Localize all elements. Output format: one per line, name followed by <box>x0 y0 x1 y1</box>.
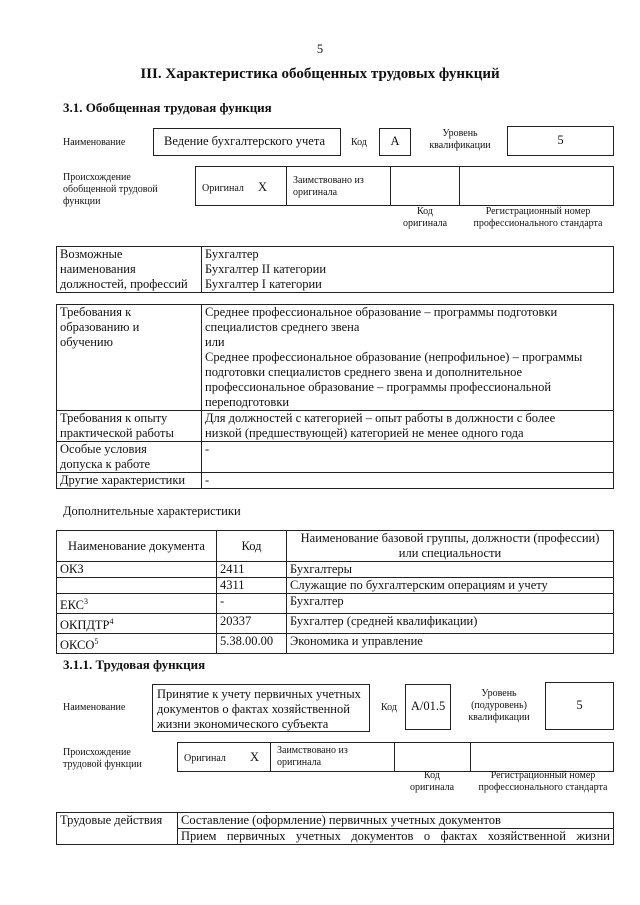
tf-origin-label <box>63 747 142 771</box>
doc-name: ЕКС <box>60 598 84 613</box>
req-value-line: переподготовки <box>205 395 290 409</box>
footnote-ref: 4 <box>109 617 114 627</box>
tf-name-label: Наименование <box>63 702 126 713</box>
gtf-origin-box <box>195 166 614 206</box>
tf-reg-caption <box>472 770 614 794</box>
gtf-origin-label-line2: обобщенной трудовой <box>63 184 158 195</box>
req-special-label <box>57 442 202 473</box>
gtf-level-label <box>418 128 502 152</box>
tf-borrowed-line1: Заимствовано из <box>277 745 348 756</box>
header-name <box>287 531 614 562</box>
code-cell: 5.38.00.00 <box>217 634 287 654</box>
tf-name-line: жизни экономического субъекта <box>157 717 329 731</box>
divider <box>470 743 471 771</box>
gtf-code-orig-line1: Код <box>417 206 433 217</box>
divider <box>270 743 271 771</box>
req-label-line: обучению <box>60 335 113 349</box>
tf-borrowed-label <box>277 745 348 769</box>
req-value-line: подготовки специалистов среднего звена и дополнительное <box>205 365 523 379</box>
name-cell: Бухгалтеры <box>287 562 614 578</box>
tf-code-box <box>405 684 451 730</box>
gtf-original-label: Оригинал <box>202 183 244 194</box>
gtf-level-value: 5 <box>557 133 564 147</box>
table-row <box>57 594 614 614</box>
tf-name-box <box>152 684 370 732</box>
tf-level-box <box>545 682 614 730</box>
gtf-reg-line1: Регистрационный номер <box>485 206 591 217</box>
table-header-row <box>57 531 614 562</box>
table-row <box>57 305 614 411</box>
header-code: Код <box>217 531 287 562</box>
positions-values <box>202 247 614 293</box>
tf-code-orig-line2: оригинала <box>409 782 455 793</box>
doc-cell <box>57 562 217 578</box>
tf-origin-line2: трудовой функции <box>63 759 142 770</box>
doc-cell <box>57 594 217 614</box>
gtf-code-value: A <box>390 134 400 148</box>
req-label-line: Требования к опыту <box>60 411 168 425</box>
gtf-borrowed-line1: Заимствовано из <box>293 175 364 186</box>
name-cell: Служащие по бухгалтерским операциям и учету <box>287 578 614 594</box>
table-row <box>57 473 614 489</box>
code-cell: 2411 <box>217 562 287 578</box>
tf-original-label: Оригинал <box>184 753 226 764</box>
action-item: Составление (оформление) первичных учетных документов <box>178 813 614 829</box>
table-row <box>57 562 614 578</box>
subsection-title: 3.1. Обобщенная трудовая функция <box>63 100 272 115</box>
action-item: Прием первичных учетных документов о фактах хозяйственной жизни <box>178 829 614 845</box>
gtf-code-orig-line2: оригинала <box>402 218 448 229</box>
code-cell: 4311 <box>217 578 287 594</box>
header-name-line1: Наименование базовой группы, должности (профессии) <box>300 531 600 545</box>
req-value-line: - <box>205 442 210 456</box>
tf-code-label: Код <box>381 702 397 713</box>
tf-level-line1: Уровень <box>481 688 517 699</box>
gtf-reg-line2: профессионального стандарта <box>473 218 603 229</box>
tf-original-mark: X <box>250 750 260 764</box>
tf-name-value <box>153 685 369 732</box>
req-label-line: образованию и <box>60 320 140 334</box>
gtf-name-label: Наименование <box>63 137 126 148</box>
positions-label-line: должностей, профессий <box>60 277 188 291</box>
positions-label-line: наименования <box>60 262 136 276</box>
req-experience-label <box>57 411 202 442</box>
section-title: III. Характеристика обобщенных трудовых функций <box>140 66 500 82</box>
additional-title: Дополнительные характеристики <box>63 504 241 518</box>
table-row <box>57 247 614 293</box>
header-name-line2: или специальности <box>398 546 502 560</box>
gtf-code-orig-caption <box>390 206 460 230</box>
divider <box>394 743 395 771</box>
name-cell: Бухгалтер (средней квалификации) <box>287 614 614 634</box>
gtf-origin-label-line3: функции <box>63 196 101 207</box>
actions-label: Трудовые действия <box>57 813 178 845</box>
page-number: 5 <box>316 42 324 56</box>
tf-origin-box <box>177 742 614 772</box>
name-cell: Бухгалтер <box>287 594 614 614</box>
req-label-line: допуска к работе <box>60 457 151 471</box>
tf-level-label <box>458 688 540 724</box>
gtf-borrowed-line2: оригинала <box>293 187 338 198</box>
header-doc: Наименование документа <box>57 531 217 562</box>
req-label-line: Требования к <box>60 305 132 319</box>
gtf-level-label-line2: квалификации <box>429 140 491 151</box>
gtf-original-mark: X <box>258 180 268 194</box>
tf-origin-line1: Происхождение <box>63 747 131 758</box>
req-education-value <box>202 305 614 411</box>
gtf-level-label-line1: Уровень <box>442 128 478 139</box>
req-label-line: Особые условия <box>60 442 147 456</box>
req-value-line: - <box>205 473 210 487</box>
tf-reg-line1: Регистрационный номер <box>490 770 596 781</box>
gtf-origin-label-line1: Происхождение <box>63 172 131 183</box>
req-experience-value <box>202 411 614 442</box>
req-value-line: или <box>205 335 225 349</box>
req-value-line: Среднее профессиональное образование (непрофильное) – программы <box>205 350 583 364</box>
gtf-code-label: Код <box>351 137 367 148</box>
table-row <box>57 614 614 634</box>
table-row <box>57 442 614 473</box>
gtf-borrowed-label <box>293 175 364 199</box>
req-value-line: Среднее профессиональное образование – программы подготовки <box>205 305 558 319</box>
actions-table <box>56 812 614 845</box>
gtf-name-value: Ведение бухгалтерского учета <box>164 134 326 148</box>
gtf-code-box <box>379 128 411 156</box>
tf-level-line3: квалификации <box>468 712 530 723</box>
tf-reg-line2: профессионального стандарта <box>478 782 608 793</box>
tf-borrowed-line2: оригинала <box>277 757 322 768</box>
req-label-line: Другие характеристики <box>60 473 186 487</box>
req-label-line: практической работы <box>60 426 174 440</box>
req-value-line: низкой (предшествующей) категорией не менее одного года <box>205 426 524 440</box>
gtf-reg-caption <box>462 206 614 230</box>
tf-code-orig-caption <box>394 770 470 794</box>
divider <box>286 167 287 205</box>
req-value-line: специалистов среднего звена <box>205 320 360 334</box>
tf-code-value: A/01.5 <box>410 699 446 713</box>
position-item: Бухгалтер I категории <box>205 277 322 291</box>
code-cell: 20337 <box>217 614 287 634</box>
req-special-value <box>202 442 614 473</box>
gtf-origin-label <box>63 172 158 208</box>
positions-table <box>56 246 614 293</box>
positions-label-line: Возможные <box>60 247 123 261</box>
positions-label <box>57 247 202 293</box>
doc-name: ОКСО <box>60 638 95 653</box>
tf-name-line: документов о фактах хозяйственной <box>157 702 350 716</box>
tf-code-orig-line1: Код <box>424 770 440 781</box>
gtf-level-box <box>507 126 614 156</box>
gtf-name-box <box>153 128 341 156</box>
name-cell: Экономика и управление <box>287 634 614 654</box>
req-other-label <box>57 473 202 489</box>
additional-table <box>56 530 614 654</box>
req-value-line: Для должностей с категорией – опыт работы в должности с более <box>205 411 556 425</box>
doc-name: ОКЗ <box>60 562 84 576</box>
tf-title: 3.1.1. Трудовая функция <box>63 657 206 672</box>
doc-cell <box>57 614 217 634</box>
code-cell: - <box>217 594 287 614</box>
footnote-ref: 3 <box>84 597 88 606</box>
req-other-value <box>202 473 614 489</box>
doc-cell <box>57 634 217 654</box>
requirements-table <box>56 304 614 489</box>
table-row <box>57 634 614 654</box>
divider <box>390 167 391 205</box>
position-item: Бухгалтер <box>205 247 259 261</box>
position-item: Бухгалтер II категории <box>205 262 327 276</box>
tf-level-line2: (подуровень) <box>471 700 527 711</box>
divider <box>459 167 460 205</box>
req-value-line: профессиональное образование – программы профессиональной <box>205 380 552 394</box>
tf-level-value: 5 <box>576 698 583 712</box>
table-row <box>57 411 614 442</box>
doc-name: ОКПДТР <box>60 618 110 633</box>
doc-cell <box>57 578 217 594</box>
req-education-label <box>57 305 202 411</box>
table-row <box>57 813 614 829</box>
tf-name-line: Принятие к учету первичных учетных <box>157 687 361 701</box>
footnote-ref: 5 <box>94 637 99 647</box>
table-row <box>57 578 614 594</box>
